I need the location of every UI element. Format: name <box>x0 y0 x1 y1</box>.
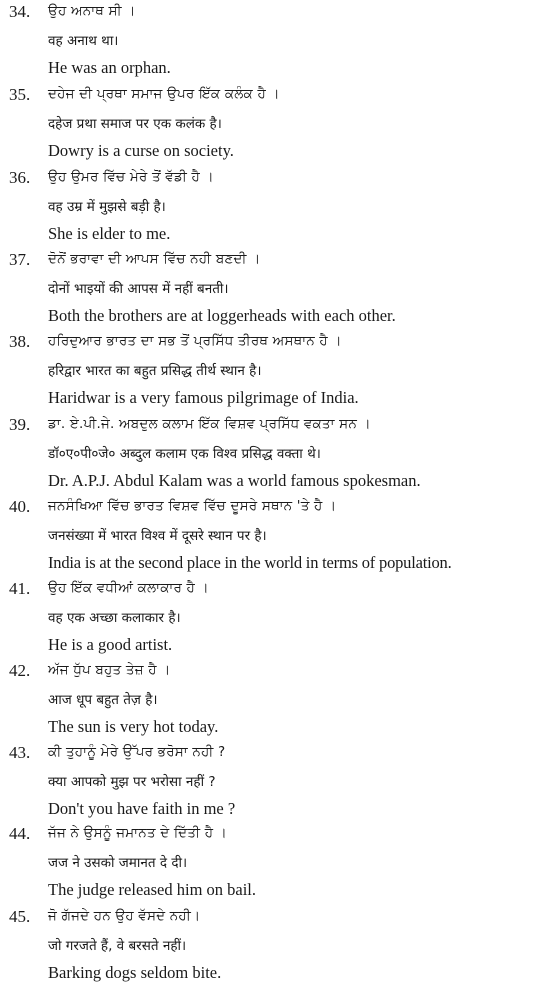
english-sentence: Barking dogs seldom bite. <box>48 963 222 982</box>
entry-39 <box>0 413 541 499</box>
english-sentence: Don't you have faith in me ? <box>48 799 236 818</box>
punjabi-sentence: ਅੱਜ ਧੁੱਪ ਬਹੁਤ ਤੇਜ਼ ਹੈ । <box>48 662 171 678</box>
entry-37 <box>0 248 541 334</box>
entry-number: 42. <box>9 661 31 680</box>
entry-number: 38. <box>9 332 31 351</box>
entry-45 <box>0 905 541 991</box>
punjabi-sentence: ਡਾ. ਏ.ਪੀ.ਜੇ. ਅਬਦੁਲ ਕਲਾਮ ਇੱਕ ਵਿਸ਼ਵ ਪ੍ਰਸਿੱਧ ਵਕਤਾ ਸਨ । <box>48 416 371 432</box>
entry-number: 39. <box>9 415 31 434</box>
entry-36 <box>0 166 541 252</box>
hindi-sentence: जनसंख्या में भारत विश्व में दूसरे स्थान पर है। <box>48 528 267 544</box>
hindi-sentence: हरिद्वार भारत का बहुत प्रसिद्ध तीर्थ स्थान है। <box>48 363 262 379</box>
punjabi-sentence: ਜੋ ਗੱਜਦੇ ਹਨ ਉਹ ਵੱਸਦੇ ਨਹੀ। <box>48 908 201 924</box>
punjabi-sentence: ਕੀ ਤੁਹਾਨੂੰ ਮੇਰੇ ਉੱਪਰ ਭਰੋਸਾ ਨਹੀ ? <box>48 744 226 760</box>
english-sentence: India is at the second place in the world in terms of population. <box>48 553 452 572</box>
entry-35 <box>0 83 541 169</box>
entry-38 <box>0 330 541 416</box>
english-sentence: Both the brothers are at loggerheads with each other. <box>48 306 396 325</box>
english-sentence: The sun is very hot today. <box>48 717 219 736</box>
entry-number: 40. <box>9 497 31 516</box>
punjabi-sentence: ਹਰਿਦੁਆਰ ਭਾਰਤ ਦਾ ਸਭ ਤੋਂ ਪ੍ਰਸਿੱਧ ਤੀਰਥ ਅਸਥਾਨ ਹੈ । <box>48 333 342 349</box>
entry-number: 36. <box>9 168 31 187</box>
hindi-sentence: जो गरजते हैं, वे बरसते नहीं। <box>48 938 187 954</box>
entry-number: 34. <box>9 2 31 21</box>
english-sentence: She is elder to me. <box>48 224 171 243</box>
hindi-sentence: वह अनाथ था। <box>48 33 119 49</box>
punjabi-sentence: ਉਹ ਅਨਾਥ ਸੀ । <box>48 3 136 19</box>
hindi-sentence: वह एक अच्छा कलाकार है। <box>48 610 181 626</box>
english-sentence: He is a good artist. <box>48 635 173 654</box>
entry-41 <box>0 577 541 663</box>
hindi-sentence: आज धूप बहुत तेज़ है। <box>48 692 158 708</box>
punjabi-sentence: ਦਹੇਜ ਦੀ ਪ੍ਰਥਾ ਸਮਾਜ ਉਪਰ ਇੱਕ ਕਲੰਕ ਹੈ । <box>48 86 280 102</box>
entry-44 <box>0 822 541 908</box>
entry-34 <box>0 0 541 86</box>
entry-number: 44. <box>9 824 31 843</box>
punjabi-sentence: ਜੱਜ ਨੇ ਉਸਨੂੰ ਜਮਾਨਤ ਦੇ ਦਿੱਤੀ ਹੈ । <box>48 825 227 841</box>
entry-number: 45. <box>9 907 31 926</box>
english-sentence: Dowry is a curse on society. <box>48 141 234 160</box>
entry-number: 41. <box>9 579 31 598</box>
hindi-sentence: वह उम्र में मुझसे बड़ी है। <box>48 199 166 215</box>
hindi-sentence: दहेज प्रथा समाज पर एक कलंक है। <box>48 116 222 132</box>
entry-number: 43. <box>9 743 31 762</box>
entry-43 <box>0 741 541 827</box>
entry-42 <box>0 659 541 745</box>
punjabi-sentence: ਦੋਨੋਂ ਭਰਾਵਾ ਦੀ ਆਪਸ ਵਿੱਚ ਨਹੀ ਬਣਦੀ । <box>48 251 261 267</box>
hindi-sentence: क्या आपको मुझ पर भरोसा नहीं ? <box>48 774 216 790</box>
hindi-sentence: दोनों भाइयों की आपस में नहीं बनती। <box>48 281 229 297</box>
punjabi-sentence: ਉਹ ਉਮਰ ਵਿੱਚ ਮੇਰੇ ਤੋਂ ਵੱਡੀ ਹੈ । <box>48 169 214 185</box>
punjabi-sentence: ਜਨਸੰਖਿਆ ਵਿੱਚ ਭਾਰਤ ਵਿਸ਼ਵ ਵਿੱਚ ਦੂਸਰੇ ਸਥਾਨ 'ਤੇ ਹੈ । <box>48 498 337 514</box>
hindi-sentence: डॉ०ए०पी०जे० अब्दुल कलाम एक विश्व प्रसिद्ध वक्ता थे। <box>48 446 321 462</box>
english-sentence: He was an orphan. <box>48 58 171 77</box>
hindi-sentence: जज ने उसको जमानत दे दी। <box>48 855 188 871</box>
english-sentence: Haridwar is a very famous pilgrimage of India. <box>48 388 359 407</box>
entry-number: 37. <box>9 250 31 269</box>
english-sentence: Dr. A.P.J. Abdul Kalam was a world famous spokesman. <box>48 471 421 490</box>
english-sentence: The judge released him on bail. <box>48 880 257 899</box>
entry-40 <box>0 495 541 581</box>
entry-number: 35. <box>9 85 31 104</box>
punjabi-sentence: ਉਹ ਇੱਕ ਵਧੀਆਂ ਕਲਾਕਾਰ ਹੈ । <box>48 580 209 596</box>
